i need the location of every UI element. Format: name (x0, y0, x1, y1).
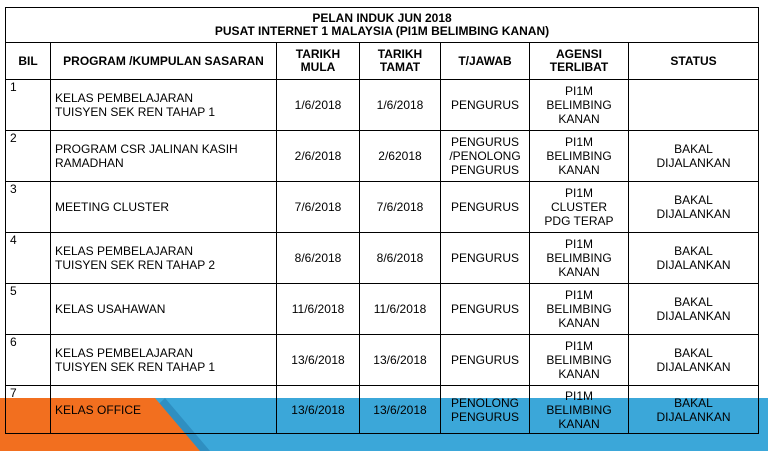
cell-status (629, 80, 759, 131)
cell-status: BAKAL DIJALANKAN (629, 131, 759, 182)
table-row (6, 131, 759, 182)
cell-program: PROGRAM CSR JALINAN KASIH RAMADHAN (51, 131, 277, 182)
cell-program: KELAS USAHAWAN (51, 284, 277, 335)
cell-tarikh-tamat: 13/6/2018 (360, 386, 441, 434)
cell-agensi: PI1M BELIMBING KANAN (530, 131, 629, 182)
cell-agensi: PI1M BELIMBING KANAN (530, 80, 629, 131)
cell-agensi: PI1M BELIMBING KANAN (530, 335, 629, 386)
cell-status: BAKAL DIJALANKAN (629, 386, 759, 434)
table-row (6, 284, 759, 335)
table-row (6, 335, 759, 386)
table-row (6, 233, 759, 284)
cell-tjawab: PENGURUS /PENOLONG PENGURUS (441, 131, 530, 182)
header-tarikh-mula: TARIKH MULA (277, 43, 360, 80)
cell-tjawab: PENGURUS (441, 335, 530, 386)
cell-status: BAKAL DIJALANKAN (629, 284, 759, 335)
table-row (6, 386, 759, 434)
cell-tarikh-tamat: 11/6/2018 (360, 284, 441, 335)
cell-bil: 6 (6, 335, 51, 386)
cell-tarikh-mula: 2/6/2018 (277, 131, 360, 182)
cell-status: BAKAL DIJALANKAN (629, 335, 759, 386)
table-title (6, 8, 759, 43)
header-agensi: AGENSI TERLIBAT (530, 43, 629, 80)
cell-tarikh-tamat: 7/6/2018 (360, 182, 441, 233)
cell-bil: 4 (6, 233, 51, 284)
cell-tarikh-mula: 1/6/2018 (277, 80, 360, 131)
cell-tarikh-tamat: 1/6/2018 (360, 80, 441, 131)
cell-tarikh-mula: 13/6/2018 (277, 335, 360, 386)
cell-program: KELAS PEMBELAJARAN TUISYEN SEK REN TAHAP 1 (51, 80, 277, 131)
cell-tarikh-mula: 7/6/2018 (277, 182, 360, 233)
header-row (6, 43, 759, 80)
cell-program: MEETING CLUSTER (51, 182, 277, 233)
cell-bil: 1 (6, 80, 51, 131)
cell-status: BAKAL DIJALANKAN (629, 182, 759, 233)
cell-program: KELAS PEMBELAJARAN TUISYEN SEK REN TAHAP 2 (51, 233, 277, 284)
cell-tarikh-tamat: 2/62018 (360, 131, 441, 182)
header-status: STATUS (629, 43, 759, 80)
plan-table (5, 7, 759, 434)
cell-agensi: PI1M BELIMBING KANAN (530, 284, 629, 335)
cell-program: KELAS PEMBELAJARAN TUISYEN SEK REN TAHAP 1 (51, 335, 277, 386)
cell-tarikh-mula: 8/6/2018 (277, 233, 360, 284)
cell-status: BAKAL DIJALANKAN (629, 233, 759, 284)
cell-agensi: PI1M CLUSTER PDG TERAP (530, 182, 629, 233)
header-program: PROGRAM /KUMPULAN SASARAN (51, 43, 277, 80)
cell-tarikh-mula: 13/6/2018 (277, 386, 360, 434)
cell-bil: 2 (6, 131, 51, 182)
cell-tjawab: PENGURUS (441, 284, 530, 335)
title-line-1: PELAN INDUK JUN 2018 (312, 11, 452, 25)
cell-tjawab: PENGURUS (441, 80, 530, 131)
cell-tarikh-tamat: 8/6/2018 (360, 233, 441, 284)
cell-bil: 3 (6, 182, 51, 233)
cell-tjawab: PENGURUS (441, 233, 530, 284)
cell-tjawab: PENOLONG PENGURUS (441, 386, 530, 434)
cell-tjawab: PENGURUS (441, 182, 530, 233)
cell-tarikh-tamat: 13/6/2018 (360, 335, 441, 386)
cell-agensi: PI1M BELIMBING KANAN (530, 386, 629, 434)
header-tjawab: T/JAWAB (441, 43, 530, 80)
cell-bil: 5 (6, 284, 51, 335)
cell-bil: 7 (6, 386, 51, 434)
cell-agensi: PI1M BELIMBING KANAN (530, 233, 629, 284)
title-line-2: PUSAT INTERNET 1 MALAYSIA (PI1M BELIMBING KANAN) (214, 24, 550, 38)
table-row (6, 182, 759, 233)
cell-tarikh-mula: 11/6/2018 (277, 284, 360, 335)
header-tarikh-tamat: TARIKH TAMAT (360, 43, 441, 80)
header-bil: BIL (6, 43, 51, 80)
table-row (6, 80, 759, 131)
cell-program: KELAS OFFICE (51, 386, 277, 434)
